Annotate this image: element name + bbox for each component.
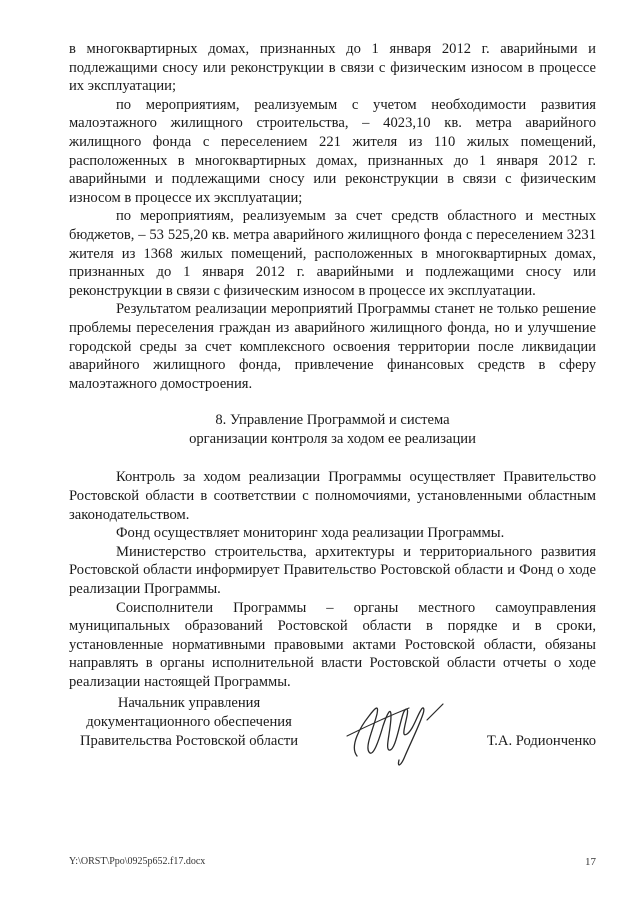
signatory-name: Т.А. Родионченко [486, 733, 596, 749]
page-number: 17 [585, 856, 596, 868]
paragraph-low-rise-measures: по мероприятиям, реализуемым с учетом необходимости развития малоэтажного жилищного строительства, – 4023,10 кв. метра аварийного жилищного фонда с переселением 221 жителя из 110 жилых помещений, расположенных в многоквартирных домах, признанных до 1 января 2012 г. аварийными и подлежащими сносу или реконструкции в связи с физическим износом в процессе их эксплуатации; [69, 96, 596, 206]
signatory-title-line-2: документационного обеспечения [86, 714, 292, 730]
signatory-title-line-3: Правительства Ростовской области [79, 733, 299, 749]
handwritten-signature [339, 686, 449, 770]
section-heading-line-2: организации контроля за ходом ее реализации [189, 430, 476, 447]
document-body [69, 40, 596, 692]
paragraph-program-results: Результатом реализации мероприятий Программы станет не только решение проблемы переселения граждан из аварийного жилищного фонда, но и улучшение городской среды за счет комплексного освоения территории после ликвидации аварийного жилищного фонда, привлечение финансовых средств в сферу малоэтажного домостроения. [69, 301, 596, 392]
paragraph-budget-measures: по мероприятиям, реализуемым за счет средств областного и местных бюджетов, – 53 525,20 кв. метра аварийного жилищного фонда с переселением 3231 жителя из 1368 жилых помещений, расположенных в многоквартирных домах, признанных до 1 января 2012 г. аварийными и подлежащими сносу или реконструкции в связи с физическим износом в процессе их эксплуатации. [69, 208, 596, 299]
paragraph-control: Контроль за ходом реализации Программы осуществляет Правительство Ростовской области в соответствии с полномочиями, установленными областным законодательством. [69, 469, 596, 523]
section-heading [69, 411, 596, 448]
paragraph-ministry: Министерство строительства, архитектуры и территориального развития Ростовской области информирует Правительство Ростовской области и Фонд о ходе реализации Программы. [69, 543, 596, 598]
file-path: Y:\ORST\Ppo\0925p652.f17.docx [69, 856, 206, 867]
signatory-title-line-1: Начальник управления [117, 695, 261, 711]
paragraph-continuation: в многоквартирных домах, признанных до 1 января 2012 г. аварийными и подлежащими сносу или реконструкции в связи с физическим износом в процессе их эксплуатации; [69, 41, 596, 95]
signatory-title [69, 694, 309, 751]
paragraph-co-executors: Соисполнители Программы – органы местного самоуправления муниципальных образований Ростовской области в порядке и в сроки, установленные нормативными правовыми актами Ростовской области, обязаны направлять в органы исполнительной власти Ростовской области отчеты о ходе реализации настоящей Программы. [69, 599, 596, 690]
signature-block [69, 694, 596, 766]
paragraph-monitoring: Фонд осуществляет мониторинг хода реализации Программы. [116, 525, 505, 542]
section-heading-line-1: 8. Управление Программой и система [215, 412, 450, 429]
